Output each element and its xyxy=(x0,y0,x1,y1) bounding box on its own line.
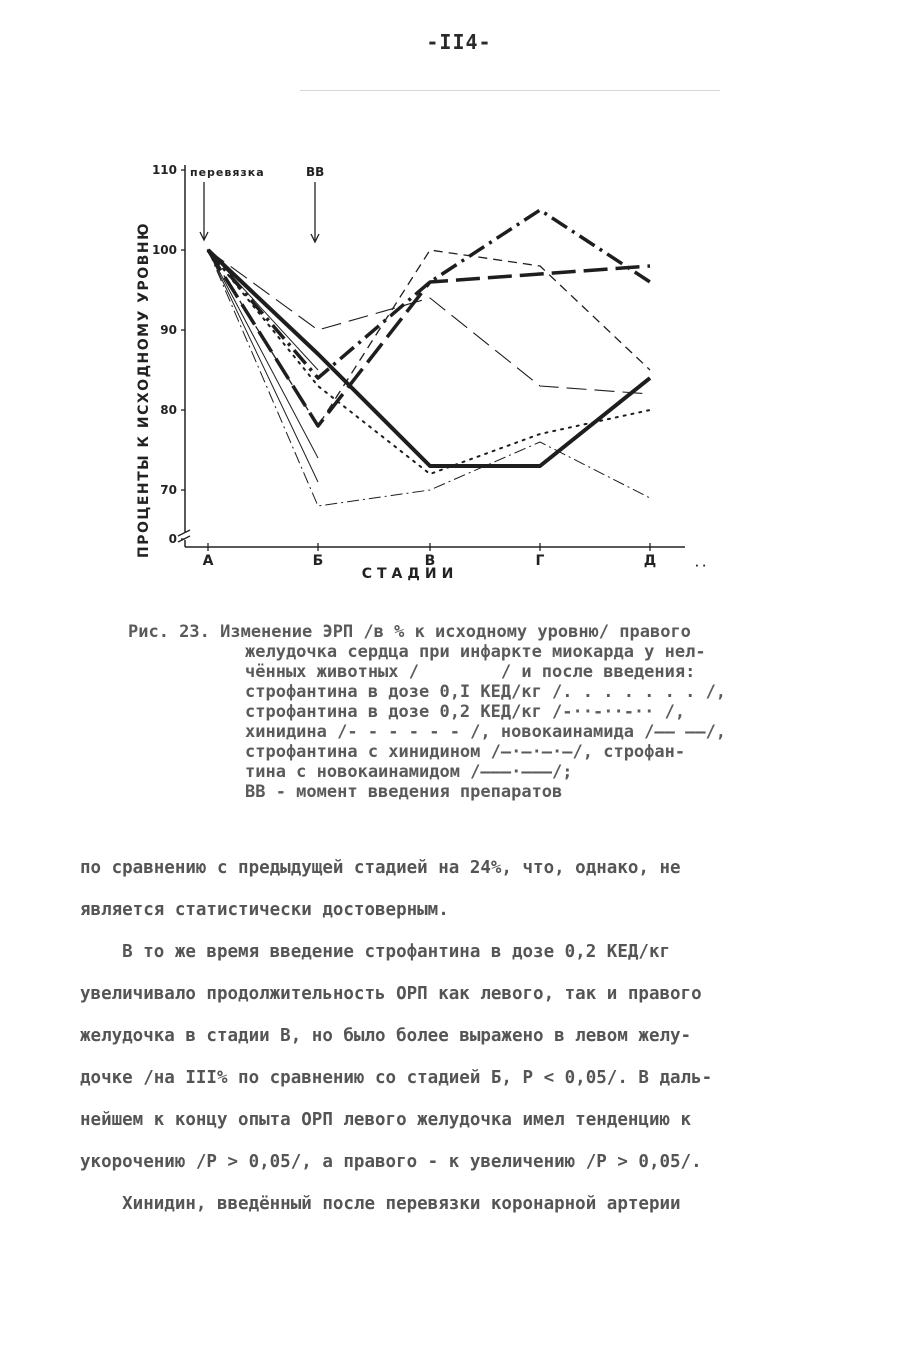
caption-line: желудочка сердца при инфаркте миокарда у нел- xyxy=(245,642,706,662)
series-line-8 xyxy=(208,250,318,482)
caption-line: строфантина в дозе 0,I КЕД/кг /. . . . . . . /, xyxy=(245,682,727,702)
figure-23 xyxy=(120,150,740,610)
y-tick-label: 110 xyxy=(151,163,177,177)
body-line: дочке /на III% по сравнению со стадией Б, Р < 0,05/. В даль- xyxy=(80,1068,713,1088)
x-axis-label: СТАДИИ xyxy=(361,566,459,582)
body-line: увеличивало продолжительность ОРП как левого, так и правого xyxy=(80,984,702,1004)
series-line-4 xyxy=(208,250,650,426)
chart-series xyxy=(208,210,650,506)
erp-chart xyxy=(120,150,740,610)
ligation-annotation: перевязка xyxy=(190,166,265,179)
body-line: укорочению /Р > 0,05/, а правого - к увеличению /Р > 0,05/. xyxy=(80,1152,702,1172)
caption-line: тина с новокаинамидом /———·———/; xyxy=(245,762,573,782)
y-tick-label: 90 xyxy=(160,323,177,337)
body-line: нейшем к концу опыта ОРП левого желудочка имел тенденцию к xyxy=(80,1110,692,1130)
y-tick-label: 0 xyxy=(168,532,177,546)
series-line-9 xyxy=(208,250,318,458)
body-line: является статистически достоверным. xyxy=(80,900,449,920)
y-axis-label: ПРОЦЕНТЫ К ИСХОДНОМУ УРОВНЮ xyxy=(136,221,152,559)
x-tick-label: Б xyxy=(312,553,324,569)
series-line-2 xyxy=(208,210,650,378)
x-tick-label: Д xyxy=(643,553,657,569)
x-tick-label: А xyxy=(202,553,214,569)
series-line-10 xyxy=(208,250,318,370)
page-number: -II4- xyxy=(426,30,492,54)
body-line: Хинидин, введённый после перевязки коронарной артерии xyxy=(80,1194,681,1214)
caption-line: Рис. 23. Изменение ЭРП /в % к исходному уровню/ правого xyxy=(128,622,691,642)
chart-axes xyxy=(152,163,706,572)
y-tick-label: 70 xyxy=(160,483,177,497)
caption-line: строфантина в дозе 0,2 КЕД/кг /-··-··-·· /, xyxy=(245,702,686,722)
caption-line: хинидина /- - - - - - /, новокаинамида /—— ——/, xyxy=(245,722,727,742)
caption-line: ВВ - момент введения препаратов xyxy=(245,782,563,802)
x-tick-label: В xyxy=(424,553,436,569)
stray-dots: · · xyxy=(695,561,707,572)
vv-annotation: ВВ xyxy=(306,165,325,179)
body-line: желудочка в стадии В, но было более выражено в левом желу- xyxy=(80,1026,692,1046)
y-tick-label: 80 xyxy=(160,403,177,417)
x-tick-label: Г xyxy=(535,553,545,569)
body-line: В то же время введение строфантина в дозе 0,2 КЕД/кг xyxy=(80,942,671,962)
caption-line: чённых животных / / и после введения: xyxy=(245,662,696,682)
series-line-3 xyxy=(208,250,650,426)
figure-caption xyxy=(128,622,868,802)
caption-line: строфантина с хинидином /—·—·—·—/, строфан- xyxy=(245,742,686,762)
header-rule xyxy=(300,90,720,91)
y-tick-label: 100 xyxy=(151,243,177,257)
axis-break-mark xyxy=(178,530,190,542)
body-line: по сравнению с предыдущей стадией на 24%, что, однако, не xyxy=(80,858,681,878)
